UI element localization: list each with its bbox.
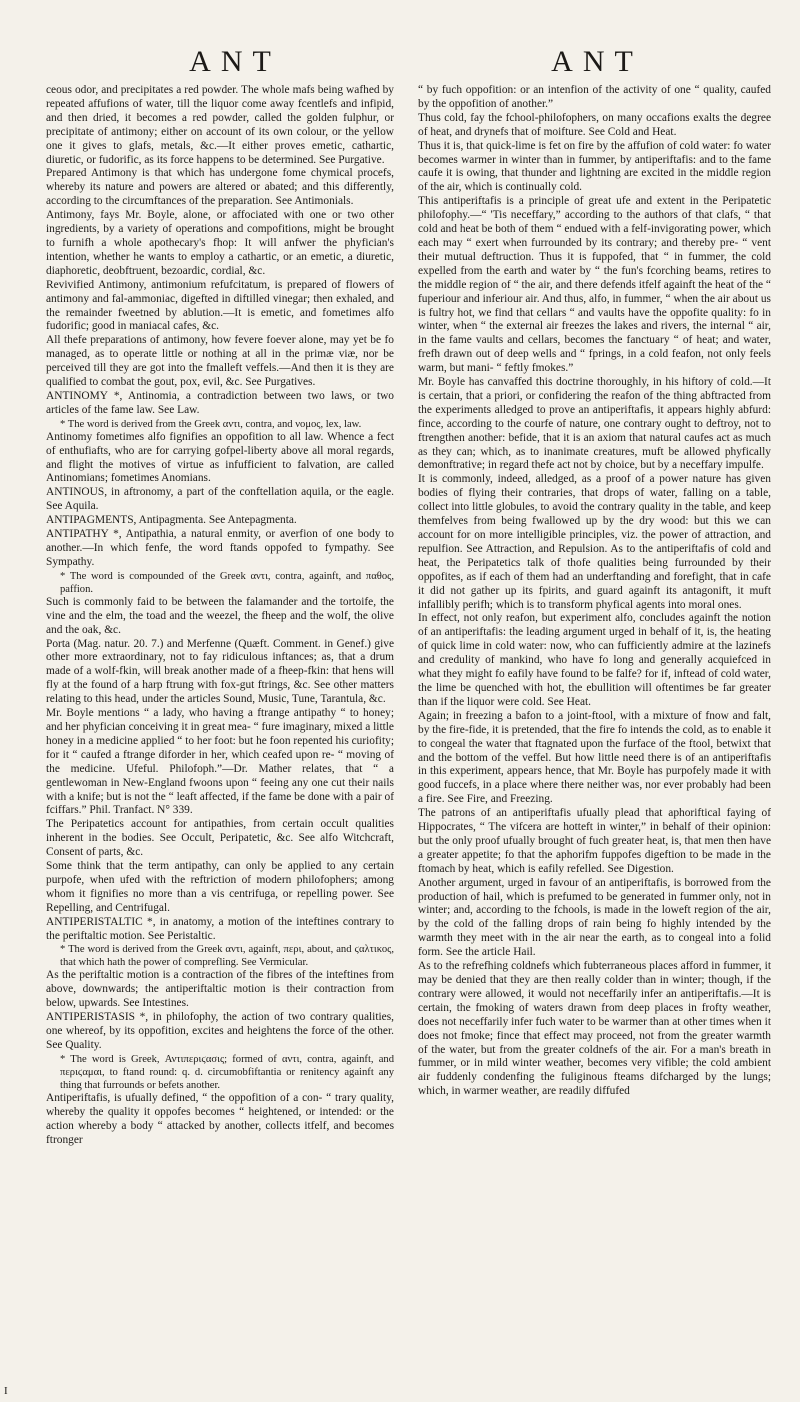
paragraph: As the periftaltic motion is a contraction of the fibres of the inteftines from above, downwards; the antiperiftaltic motion is their contraction from below, upwards. See Intestines.: [46, 969, 394, 1010]
paragraph: Revivified Antimony, antimonium refufcitatum, is prepared of flowers of antimony and fal-ammoniac, digefted in diftilled vinegar; then exhaled, and the remainder fweetned by ablution.—It is emetic, and fometimes alfo fudorific; good in maniacal cafes, &c.: [46, 278, 394, 333]
etymology-note: * The word is compounded of the Greek αντι, contra, againft, and παθος, paffion.: [60, 570, 394, 595]
paragraph: ANTINOMY *, Antinomia, a contradiction between two laws, or two articles of the fame law. See Law.: [46, 389, 394, 416]
paragraph: Prepared Antimony is that which has undergone fome chymical procefs, whereby its nature and powers are altered or abated; and this differently, according to the circumftances of the preparation. See Antimonials.: [46, 167, 394, 208]
paragraph: ANTIPAGMENTS, Antipagmenta. See Antepagmenta.: [46, 514, 297, 527]
left-column: [46, 84, 394, 1384]
paragraph: All thefe preparations of antimony, how fevere foever alone, may yet be fo managed, as to operate little or nothing at all in the primæ viæ, nor be perceived till they are got into the fmalleft veffels.—And then it is they are qualified to combat the gout, pox, evil, &c. See Purgatives.: [46, 334, 394, 389]
paragraph: ANTINOUS, in aftronomy, a part of the conftellation aquila, or the eagle. See Aquila.: [46, 486, 394, 513]
paragraph: In effect, not only reafon, but experiment alfo, concludes againft the notion of an antiperiftafis: the leading argument urged in behalf of it, is, the heating of quick lime in cold water: now, who can fufficiently admire at the lazinefs and credulity of mankind, who have fo long and generally acquiefced in what they might fo eafily have found to be falfe? for if, inftead of cold water, the lime be quenched with hot, the ebullition will oftentimes be far greater than if the liquor were cold. See Heat.: [418, 612, 771, 708]
paragraph: Antimony, fays Mr. Boyle, alone, or affociated with one or two other ingredients, by a variety of operations and compofitions, might be brought to furnifh a whole apothecary's fhop: It will anfwer the phyfician's intention, whether he wants to employ a cathartic, or an emetic, a diuretic, diaphoretic, deobftruent, bezoardic, cordial, &c.: [46, 209, 394, 277]
right-column: [418, 84, 771, 1384]
paragraph: Some think that the term antipathy, can only be applied to any certain purpofe, when ufed with the reftriction of modern philofophers; among whom it fignifies no more than a vis centrifuga, or repelling power. See Repelling, and Centrifugal.: [46, 860, 394, 914]
paragraph: As to the refrefhing coldnefs which fubterraneous places afford in fummer, it may be denied that they are then really colder than in winter; though, if the contrary were allowed, it would not neceffarily infer an antiperiftafis.—It is certain, the fmoking of waters drawn from deep places in frofty weather, does not neceffarily infer fuch water to be warmer than at other times when it does not fmoke; fince that effect may proceed, not from the greater warmth of the water, but from the greater coldnefs of the air. For a man's breath in fummer, or in mild winter weather, becomes very vifible; the cold ambient air fuddenly condenfing the fuliginous fteams difcharged by the lungs; which, in warmer weather, are readily diffufed: [418, 960, 771, 1098]
paragraph: Thus it is, that quick-lime is fet on fire by the affufion of cold water: fo water becomes warmer in winter than in fummer, by antiperiftafis: and to the fame caufe it is owing, that thunder and lightning are excited in the middle region of the air, which is continually cold.: [418, 139, 771, 194]
paragraph: Again; in freezing a bafon to a joint-ftool, with a mixture of fnow and falt, by the fire-fide, it is pretended, that the fire fo intends the cold, as to enable it to congeal the water that ftagnated upon the furface of the ftool, betwixt that and the bottom of the veffel. But how little need there is of an antiperiftafis in this experiment, appears hence, that Mr. Boyle has purpofely made it with good fuccefs, in a place where there neither was, nor ever probably had been a fire. See Fire, and Freezing.: [418, 709, 771, 806]
running-head-right: ANT: [551, 45, 643, 78]
paragraph: ANTIPERISTASIS *, in philofophy, the action of two contrary qualities, one whereof, by its oppofition, excites and heightens the force of the other. See Quality.: [46, 1011, 394, 1051]
paragraph: Mr. Boyle has canvaffed this doctrine thoroughly, in his hiftory of cold.—It is certain, that a priori, or confidering the reafon of the thing abftracted from the experiments alledged to prove an antiperiftafis, it appears highly abfurd: fince, according to the courfe of nature, one contrary ought to deftroy, not to ftrengthen another: befide, that it is an axiom that natural caufes act as much as they can; which, as to inanimate creatures, muft be allowed phyfically demonftrative; in regard thefe act not by choice, but by a neceffary impulfe.: [418, 376, 771, 472]
paragraph: Antiperiftafis, is ufually defined, “ the oppofition of a con- “ trary quality, whereby the quality it oppofes becomes “ heightened, or intended: or the action whereby a body “ attacked by another, collects itfelf, and becomes ftronger: [46, 1091, 394, 1146]
paragraph: It is commonly, indeed, alledged, as a proof of a power nature has given bodies of flying their contraries, that drops of water, falling on a table, collect into little globules, to avoid the contrary quality in the table, and keep themfelves from being fwallowed up by the dry wood: but this we can account for on more intelligible principles, viz. the power of attraction, and repulfion. See Attraction, and Repulsion. As to the antiperiftafis of cold and heat, the Peripatetics talk of thofe qualities being furrounded by their oppofites, as if each of them had an underftanding and forefight, that in cafe it did not gather up its fpirits, and guard againft its antagonift, it muft infallibly perifh; which is to transform phyfical agents into moral ones.: [418, 473, 771, 611]
paragraph: ceous odor, and precipitates a red powder. The whole mafs being wafhed by repeated affufions of water, till the liquor come away fcentlefs and infipid, and then dried, it becomes a red powder, called the golden fulphur, or precipitate of antimony; either on account of its own colour, or the yellow one it gives to glafs, metals, &c.—It either proves emetic, cathartic, diuretic, or fudorific, as its force happens to be determined. See Purgative.: [46, 84, 394, 166]
running-head-left: ANT: [189, 45, 281, 78]
paragraph: “ by fuch oppofition: or an intenfion of the activity of one “ quality, caufed by the oppofition of another.”: [418, 84, 771, 110]
etymology-note: * The word is derived from the Greek αντι, againft, περι, about, and ϛαλτικος, that which hath the power of comprefling. See Vermicular.: [60, 944, 394, 969]
paragraph: Mr. Boyle mentions “ a lady, who having a ftrange antipathy “ to honey; and her phyfician conceiving it in great mea- “ fure imaginary, mixed a little honey in a medicine applied “ to her foot: but he foon repented his curiofity; for it “ caufed a ftrange diforder in her, which ceafed upon re- “ moving of the medicine. Ufeful. Philofoph.”—Dr. Mather relates, that “ a gentlewoman in New-England fwoons upon “ feeing any one cut their nails with a knife; but is not the “ leaft affected, if the fame be done with a pair of fciffars.” Phil. Tranfact. N° 339.: [46, 707, 394, 817]
signature-mark: I: [4, 1385, 8, 1397]
paragraph: ANTIPERISTALTIC *, in anatomy, a motion of the inteftines contrary to the periftaltic motion. See Peristaltic.: [46, 915, 394, 942]
etymology-note: * The word is derived from the Greek αντι, contra, and νομος, lex, law.: [60, 418, 362, 430]
paragraph: Another argument, urged in favour of an antiperiftafis, is borrowed from the production of hail, which is prefumed to be generated in fummer only, not in winter; and, according to the fchools, is made in the loweft region of the air, by the cold of the falling drops of rain being fo highly intended by the warmth they meet with in the air near the earth, as to congeal into a folid form. See the article Hail.: [418, 876, 771, 959]
etymology-note: * The word is Greek, Αντιπεριϛασις; formed of αντι, contra, againft, and περιϛαμαι, to ftand round: q. d. circumobfiftantia or renitency againft any thing that furrounds or befets another.: [60, 1053, 394, 1091]
paragraph: This antiperiftafis is a principle of great ufe and extent in the Peripatetic philofophy.—“ 'Tis neceffary,” according to the authors of that clafs, “ that cold and heat be both of them “ endued with a felf-invigorating power, which each may “ exert when furrounded by its contrary; and thereby pre- “ vent their mutual deftruction. Thus it is fuppofed, that “ in fummer, the cold expelled from the earth and water by “ the fun's fcorching beams, retires to the middle region of “ the air, and there defends itfelf againft the heat of the “ fuperiour and inferiour air. And thus, alfo, in fummer, “ when the air about us is fultry hot, we find that cellars “ and vaults have the oppofite quality: fo in winter, when “ the external air freezes the lakes and rivers, the internal “ air, in the fame vaults and cellars, becomes the fanctuary “ of heat; and water, frefh drawn out of deep wells and “ fprings, in a cold feafon, not only feels warm, but mani- “ feftly fmokes.”: [418, 195, 771, 375]
paragraph: Antinomy fometimes alfo fignifies an oppofition to all law. Whence a fect of enthufiafts, who are for carrying gofpel-liberty above all moral regards, and flight the motives of virtue as infufficient to falvation, are called Antinomians; fometimes Anomians.: [46, 430, 394, 485]
paragraph: Thus cold, fay the fchool-philofophers, on many occafions exalts the degree of heat, and drynefs that of moifture. See Cold and Heat.: [418, 111, 771, 138]
paragraph: Porta (Mag. natur. 20. 7.) and Merfenne (Quæft. Comment. in Genef.) give other more extraordinary, not to fay ridiculous inftances; as, that a drum made of a wolf-fkin, will break another made of a fheep-fkin: that hens will fly at the found of a harp ftrung with fox-gut ftrings, &c. See other matters relating to this head, under the articles Sound, Music, Tune, Tarantula, &c.: [46, 637, 394, 706]
paragraph: ANTIPATHY *, Antipathia, a natural enmity, or averfion of one body to another.—In which fenfe, the word ftands oppofed to fympathy. See Sympathy.: [46, 528, 394, 568]
paragraph: The Peripatetics account for antipathies, from certain occult qualities inherent in the bodies. See Occult, Peripatetic, &c. See alfo Witchcraft, Consent of parts, &c.: [46, 818, 394, 859]
paragraph: The patrons of an antiperiftafis ufually plead that aphoriftical faying of Hippocrates, “ The vifcera are hotteft in winter,” in behalf of their opinion: but the only proof ufually brought of fuch greater heat, is, that men then have a greater appetite; fo that the aphorifm fuppofes digeftion to be made in the ftomach by heat, which is eafily refelled. See Digestion.: [418, 807, 771, 875]
paragraph: Such is commonly faid to be between the falamander and the tortoife, the vine and the elm, the toad and the weezel, the fheep and the wolf, the olive and the oak, &c.: [46, 595, 394, 636]
